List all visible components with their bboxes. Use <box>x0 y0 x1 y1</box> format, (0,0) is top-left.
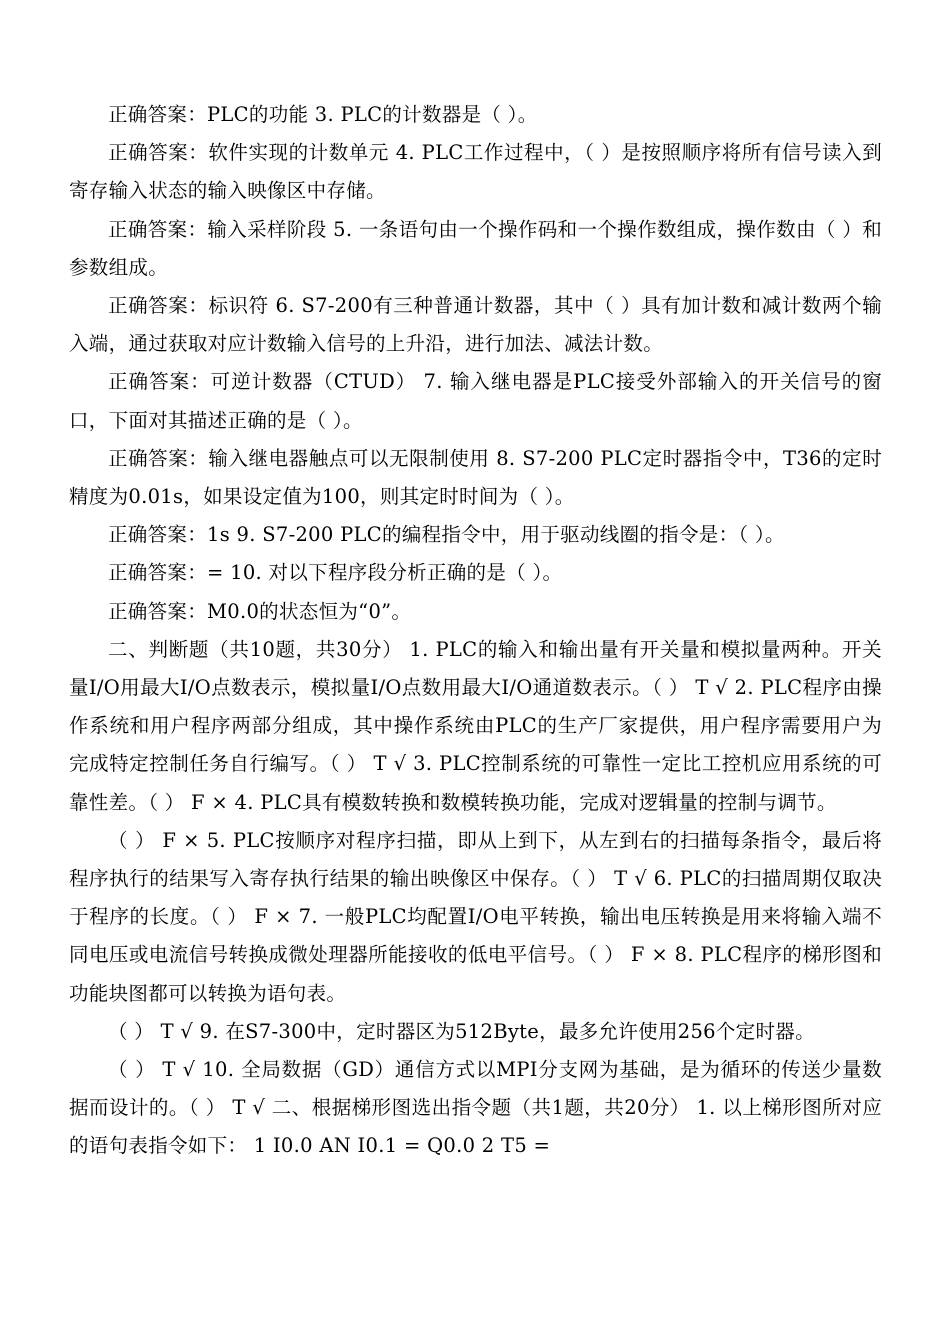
answer-paragraph-q3: 正确答案：软件实现的计数单元 4. PLC工作过程中，（ ）是按照顺序将所有信号读入到寄存输入状态的输入映像区中存储。 <box>69 141 882 203</box>
answer-paragraph-q7: 正确答案：输入继电器触点可以无限制使用 8. S7-200 PLC定时器指令中，T36的定时精度为0.01s，如果设定值为100，则其定时时间为（ ）。 <box>69 446 882 509</box>
judgement-paragraph-q4-q8: （ ） F × 5. PLC按顺序对程序扫描，即从上到下，从左到右的扫描每条指令，最后将程序执行的结果写入寄存执行结果的输出映像区中保存。（ ） T √ 6. PLC的扫描周期仅取决于程序的长度。（ ） F × 7. 一般PLC均配置I/O电平转换，输出电压转换是用来将输入端不同电压或电流信号转换成微处理器所能接收的低电平信号。（ ） F × 8. PLC程序的梯形图和功能块图都可以转换为语句表。 <box>69 828 882 1005</box>
answer-paragraph-q9: 正确答案：= 10. 对以下程序段分析正确的是（ ）。 <box>108 561 563 585</box>
answer-paragraph-q2: 正确答案：PLC的功能 3. PLC的计数器是（ ）。 <box>108 103 538 126</box>
judgement-paragraph-q8-q9: （ ） T √ 9. 在S7-300中，定时器区为512Byte，最多允许使用256个定时器。 <box>108 1019 815 1043</box>
answer-paragraph-q10: 正确答案：M0.0的状态恒为“0”。 <box>108 599 412 623</box>
answer-paragraph-q8: 正确答案：1s 9. S7-200 PLC的编程指令中，用于驱动线圈的指令是：（ ）。 <box>108 523 785 547</box>
answer-paragraph-q6: 正确答案：可逆计数器（CTUD） 7. 输入继电器是PLC接受外部输入的开关信号的窗口，下面对其描述正确的是（ ）。 <box>69 370 882 432</box>
answer-paragraph-q5: 正确答案：标识符 6. S7-200有三种普通计数器，其中（ ）具有加计数和减计数两个输入端，通过获取对应计数输入信号的上升沿，进行加法、减法计数。 <box>69 294 882 356</box>
judgement-paragraph-q9-ladder: （ ） T √ 10. 全局数据（GD）通信方式以MPI分支网为基础，是为循环的传送少量数据而设计的。（ ） T √ 二、根据梯形图选出指令题（共1题，共20分） 1. 以上梯形图所对应的语句表指令如下： 1 I0.0 AN I0.1 = Q0.0 2 T5 = <box>69 1058 882 1158</box>
answer-paragraph-q4: 正确答案：输入采样阶段 5. 一条语句由一个操作码和一个操作数组成，操作数由（ ）和参数组成。 <box>69 217 882 279</box>
judgement-section-paragraph: 二、判断题（共10题，共30分） 1. PLC的输入和输出量有开关量和模拟量两种。开关量I/O用最大I/O点数表示，模拟量I/O点数用最大I/O通道数表示。（ ） T √ 2. PLC程序由操作系统和用户程序两部分组成，其中操作系统由PLC的生产厂家提供，用户程序需要用户为完成特定控制任务自行编写。（ ） T √ 3. PLC控制系统的可靠性一定比工控机应用系统的可靠性差。（ ） F × 4. PLC具有模数转换和数模转换功能，完成对逻辑量的控制与调节。 <box>69 637 882 814</box>
